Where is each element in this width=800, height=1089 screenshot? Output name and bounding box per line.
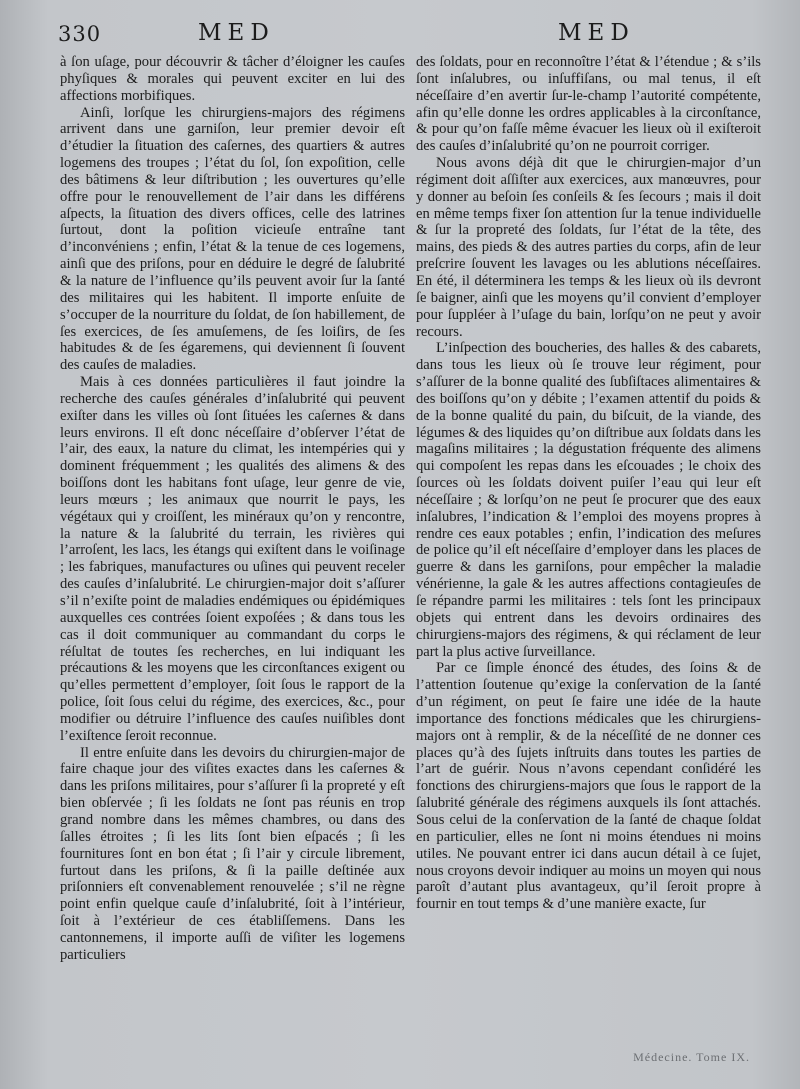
running-head-left: MED [198, 20, 275, 46]
running-head-right: MED [558, 20, 635, 46]
paragraph: Nous avons déjà dit que le chirurgien-major d’un régiment doit aſſiſter aux exercices, aux manœuvres, pour y donner au beſoin ſes conſeils & ſes ſecours ; mais il doit en même temps fixer ſon attention ſur la tenue individuelle & ſur la propreté des ſoldats, ſur l’état de la tête, des mains, des pieds & des autres parties du corps, afin de leur preſcrire ſouvent les lavages ou les ablutions néceſſaires. En été, il déterminera les temps & les lieux où ils devront ſe baigner, ainſi que les moyens qu’il convient d’employer pour ſuppléer à l’uſage du bain, lorſqu’on ne peut y avoir recours. [416, 155, 761, 340]
right-column [416, 54, 761, 913]
left-column [60, 54, 405, 964]
paragraph: Il entre enſuite dans les devoirs du chirurgien-major de faire chaque jour des viſites exactes dans les caſernes & dans les priſons militaires, pour s’aſſurer ſi la propreté y eſt bien obſervée ; ſi les ſoldats ne ſont pas réunis en trop grand nombre dans les mêmes chambres, ou dans des ſalles étroites ; ſi les lits ſont bien eſpacés ; ſi les fournitures ſont en bon état ; ſi l’air y circule librement, furtout dans les priſons, & ſi la paille deſtinée aux priſonniers eſt convenablement renouvelée ; s’il ne règne point enfin quelque cauſe d’inſalubrité, ſoit à l’intérieur, ſoit à l’extérieur de ces établiſſemens. Dans les cantonnemens, il importe auſſi de viſiter les logemens particuliers [60, 744, 405, 963]
printer-signature: Médecine. Tome IX. [633, 1050, 750, 1064]
page-number: 330 [58, 22, 102, 46]
paragraph: Mais à ces données particulières il faut joindre la recherche des cauſes générales d’inſalubrité qui peuvent exiſter dans les villes où ſont ſituées les caſernes & dans leurs environs. Il eſt donc néceſſaire d’obſerver l’état de l’air, des eaux, la nature du climat, les intempéries qui y dominent fréquemment ; les qualités des alimens & des boiſſons dont les habitans font uſage, leur genre de vie, leurs mœurs ; les animaux que nourrit le pays, les végétaux qui y croiſſent, les minéraux qu’on y rencontre, la nature & la ſalubrité du terrain, les rivières qui l’arroſent, les lacs, les étangs qui exiſtent dans le voiſinage ; les fabriques, manufactures ou uſines qui peuvent receler des cauſes d’inſalubrité. Le chirurgien-major doit s’aſſurer s’il n’exiſte point de maladies endémiques ou épidémiques auxquelles ces contrées ſoient expoſées ; & dans tous les cas il doit communiquer au commandant du corps le réſultat de toutes ſes recherches, en lui indiquant les précautions & les moyens que les circonſtances exigent ou qu’elles permettent d’employer, ſoit ſous le rapport de la police, ſoit ſous celui du régime, des exercices, &c., pour modifier ou détruire l’influence des cauſes nuiſibles dont l’exiſtence ſeroit reconnue. [60, 374, 405, 744]
paragraph: à ſon uſage, pour découvrir & tâcher d’éloigner les cauſes phyſiques & morales qui peuvent exciter en lui des affections morbifiques. [60, 54, 405, 104]
paragraph: Par ce ſimple énoncé des études, des ſoins & de l’attention ſoutenue qu’exige la conſervation de la ſanté d’un régiment, on peut ſe faire une idée de la haute importance des fonctions médicales que les chirurgiens-majors ont à remplir, & de la néceſſité de ne donner ces places qu’à des ſujets inſtruits dans toutes les parties de l’art de guérir. Nous n’avons cependant conſidéré les fonctions des chirurgiens-majors que ſous le rapport de la ſalubrité générale des régimens auxquels ils ſont attachés. Sous celui de la conſervation de la ſanté de chaque ſoldat en particulier, elles ne ſont ni moins étendues ni moins utiles. Ne pouvant entrer ici dans aucun détail à ce ſujet, nous croyons devoir indiquer au moins un moyen qui nous paroît d’autant plus avantageux, qu’il ſeroit propre à fournir en tout temps & d’une manière exacte, ſur [416, 660, 761, 913]
paragraph: Ainſi, lorſque les chirurgiens-majors des régimens arrivent dans une garniſon, leur premier devoir eſt d’étudier la ſituation des caſernes, des quartiers & autres logemens des troupes ; l’état du ſol, ſon expoſition, celle des bâtimens & leur diſtribution ; les ouvertures qu’elle offre pour le renouvellement de l’air dans les différens aſpects, la ſituation des divers offices, celle des latrines ſurtout, dont la poſition vicieuſe entraîne tant d’inconvéniens ; enfin, l’état & la tenue de ces logemens, ainſi que des priſons, pour en déduire le degré de ſalubrité & la nature de l’influence qu’ils peuvent avoir ſur la ſanté des militaires qui les habitent. Il importe enſuite de s’occuper de la nourriture du ſoldat, de ſon habillement, de ſes exercices, de ſes amuſemens, de ſes loiſirs, de ſes habitudes & de ſes égaremens, qui deviennent ſi ſouvent des cauſes de maladies. [60, 104, 405, 374]
page-header [58, 20, 758, 54]
paragraph: L’inſpection des boucheries, des halles & des cabarets, dans tous les lieux où ſe trouve leur régiment, pour s’aſſurer de la bonne qualité des ſubſiſtaces alimentaires & des boiſſons qu’on y débite ; l’examen attentif du poids & de la bonne qualité du pain, du biſcuit, de la viande, des légumes & des liquides qu’on diſtribue aux ſoldats dans les magaſins militaires ; la dégustation fréquente des alimens qui compoſent les repas dans les eſcouades ; le choix des ſources où les ſoldats doivent puiſer l’eau qui leur eſt néceſſaire ; & lorſqu’on ne peut ſe procurer que des eaux inſalubres, l’indication & l’emploi des moyens propres à rendre ces eaux potables ; enfin, l’indication des meſures de police qu’il eſt néceſſaire d’employer dans les places de guerre & dans les garniſons, pour empêcher la maladie vénérienne, la gale & les autres affections contagieuſes de ſe répandre parmi les militaires : tels ſont les principaux objets qui entrent dans les devoirs ordinaires des chirurgiens-majors des régimens, & qui réclament de leur part la plus active ſurveillance. [416, 340, 761, 660]
paragraph: des ſoldats, pour en reconnoître l’état & l’étendue ; & s’ils ſont inſalubres, ou inſuffiſans, ou mal tenus, il eſt néceſſaire d’en avertir ſur-le-champ l’autorité compétente, afin qu’elle donne les ordres applicables à la circonſtance, & pour qu’on faſſe même évacuer les lieux où il exiſteroit des cauſes d’inſalubrité qu’on ne pourroit corriger. [416, 54, 761, 155]
